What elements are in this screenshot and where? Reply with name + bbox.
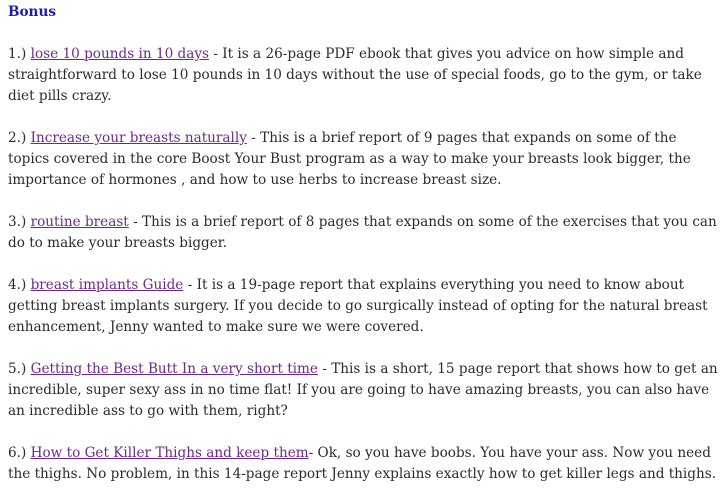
bonus-item-4 [8, 275, 718, 338]
bonus-link-best-butt[interactable]: Getting the Best Butt In a very short time [30, 361, 318, 377]
item-number: 3.) [8, 214, 27, 230]
section-heading: Bonus [8, 4, 56, 20]
item-number: 4.) [8, 277, 27, 293]
bonus-item-1 [8, 44, 718, 107]
item-description: - This is a brief report of 8 pages that expands on some of the exercises that you can do to make your breasts bigger. [8, 214, 717, 251]
item-number: 5.) [8, 361, 27, 377]
item-number: 6.) [8, 445, 27, 461]
bonus-item-6 [8, 443, 718, 485]
bonus-item-3 [8, 212, 718, 254]
bonus-link-increase-breasts[interactable]: Increase your breasts naturally [30, 130, 247, 146]
item-number: 2.) [8, 130, 27, 146]
bonus-item-2 [8, 128, 718, 191]
item-description: - Ok, so you have boobs. You have your ass. Now you need the thighs. No problem, in this 14-page report Jenny explains exactly how to get killer legs and thighs. [8, 445, 717, 482]
bonus-item-5 [8, 359, 718, 422]
bonus-link-lose-10-pounds[interactable]: lose 10 pounds in 10 days [30, 46, 210, 62]
bonus-link-implants-guide[interactable]: breast implants Guide [30, 277, 184, 293]
item-description: - This is a brief report of 9 pages that expands on some of the topics covered in the core Boost Your Bust program as a way to make your breasts look bigger, the importance of hormones , and how to use herbs to increase breast size. [8, 130, 691, 188]
item-number: 1.) [8, 46, 27, 62]
item-description: - It is a 26-page PDF ebook that gives you advice on how simple and straightforward to lose 10 pounds in 10 days without the use of special foods, go to the gym, or take diet pills crazy. [8, 46, 702, 104]
item-description: - This is a short, 15 page report that shows how to get an incredible, super sexy ass in no time flat! If you are going to have amazing breasts, you can also have an incredible ass to go with them, right? [8, 361, 718, 419]
bonus-link-routine-breast[interactable]: routine breast [30, 214, 129, 230]
bonus-link-killer-thighs[interactable]: How to Get Killer Thighs and keep them [30, 445, 309, 461]
item-description: - It is a 19-page report that explains everything you need to know about getting breast implants surgery. If you decide to go surgically instead of opting for the natural breast enhancement, Jenny wanted to make sure we were covered. [8, 277, 708, 335]
